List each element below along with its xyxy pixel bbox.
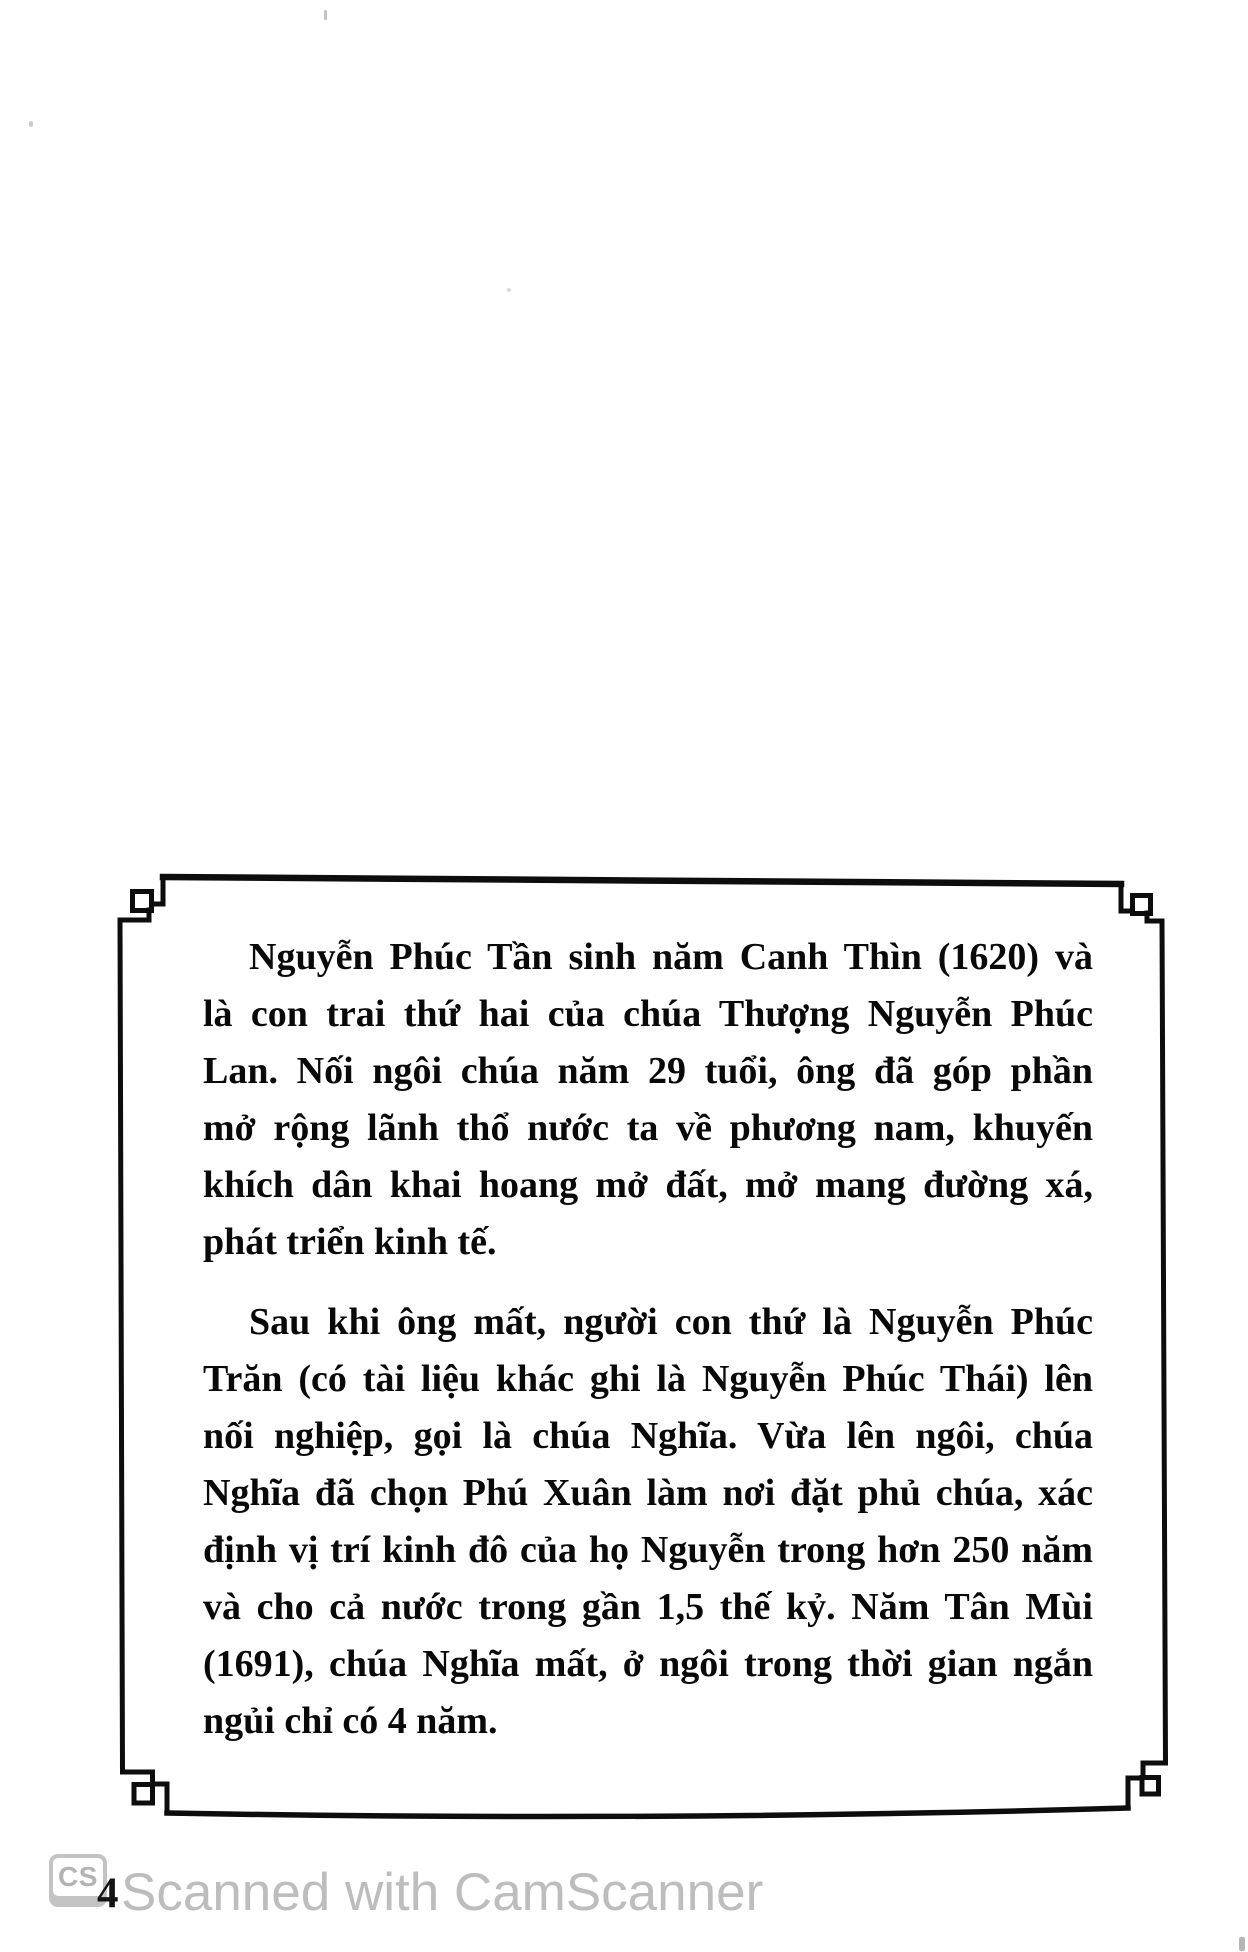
text-line: Nguyễn Phúc Tần sinh năm Canh Thìn (1620) và xyxy=(249,936,1093,978)
text-line: nối nghiệp, gọi là chúa Nghĩa. Vừa lên ngôi, chúa xyxy=(203,1415,1093,1457)
text-block xyxy=(203,929,1093,1750)
text-line: (1691), chúa Nghĩa mất, ở ngôi trong thời gian ngắn xyxy=(203,1643,1093,1685)
camscanner-logo-text: CS xyxy=(53,1858,103,1896)
paragraph-2 xyxy=(203,1294,1093,1750)
text-line: ngủi chỉ có 4 năm. xyxy=(203,1700,498,1742)
text-line: phát triển kinh tế. xyxy=(203,1221,497,1263)
frame-top-line xyxy=(163,877,1121,884)
camscanner-watermark-text: Scanned with CamScanner xyxy=(121,1863,764,1922)
text-line: Nghĩa đã chọn Phú Xuân làm nơi đặt phủ chúa, xác xyxy=(203,1472,1093,1514)
text-line: mở rộng lãnh thổ nước ta về phương nam, khuyến xyxy=(203,1107,1093,1149)
scan-speck xyxy=(29,121,33,127)
page-number: 4 xyxy=(97,1870,119,1917)
text-line: là con trai thứ hai của chúa Thượng Nguyễn Phúc xyxy=(203,993,1093,1035)
text-line: Sau khi ông mất, người con thứ là Nguyễn Phúc xyxy=(249,1301,1093,1343)
frame-right-line xyxy=(1147,913,1166,1763)
frame-left-line xyxy=(120,910,149,1772)
text-line: khích dân khai hoang mở đất, mở mang đường xá, xyxy=(203,1164,1093,1206)
text-line: Lan. Nối ngôi chúa năm 29 tuổi, ông đã góp phần xyxy=(203,1050,1093,1092)
paragraph-1 xyxy=(203,929,1093,1271)
text-line: Trăn (có tài liệu khác ghi là Nguyễn Phúc Thái) lên xyxy=(203,1358,1093,1400)
scan-speck xyxy=(324,10,327,20)
scan-speck xyxy=(507,288,511,292)
text-line: định vị trí kinh đô của họ Nguyễn trong hơn 250 năm xyxy=(203,1529,1093,1571)
scan-speck xyxy=(1239,1937,1245,1951)
frame-corner-square-bottom-left xyxy=(134,1785,153,1804)
frame-bottom-line xyxy=(167,1808,1128,1817)
text-line: và cho cả nước trong gần 1,5 thế kỷ. Năm Tân Mùi xyxy=(203,1586,1093,1628)
